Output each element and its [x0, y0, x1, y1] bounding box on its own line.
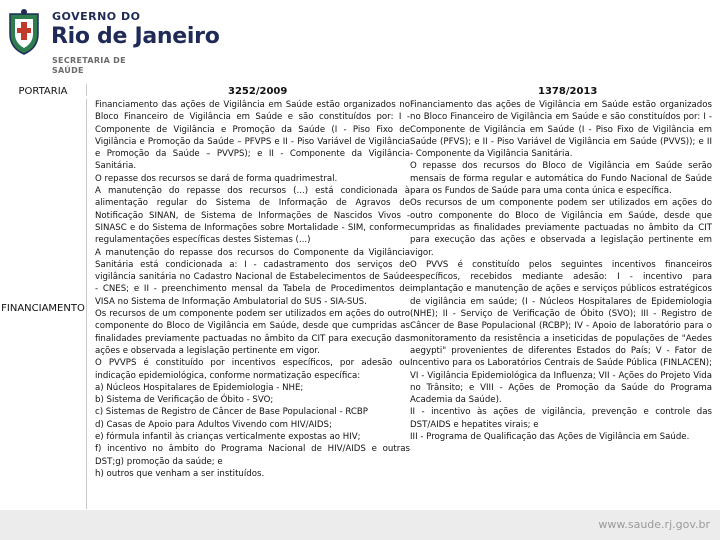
label-portaria: PORTARIA [18, 86, 68, 97]
column-title-2013: 1378/2013 [538, 86, 598, 97]
paragraph: Os recursos de um componente podem ser utilizados em ações do outro componente do Bloco de Vigilância em Saúde, desde que cumpridas as finalidades previamente pactuadas no âmbito da CIT para execução das ações e observada a legislação pertinente em vigor. [410, 198, 712, 258]
list-item: h) outros que venham a ser instituídos. [95, 468, 265, 479]
list-item: b) Sistema de Verificação de Óbito - SVO; [95, 395, 274, 406]
brand-secretaria-line1: SECRETARIA DE [52, 56, 126, 65]
column-2009-text [95, 99, 410, 523]
column-2013-text [410, 99, 712, 509]
paragraph: Financiamento das ações de Vigilância em Saúde estão organizados no Bloco Financeiro de Vigilância em Saúde e são constituídos por: I - Componente de Vigilância e Promoção da Saúde (I - Piso Fixo de Vigilância e Promoção da Saúde – PFVPS e II - Piso Variável de Vigilância e Promoção da Saúde – PVVPS); e II - Componente da Vigilância Sanitária. [95, 100, 410, 172]
label-financiamento: FINANCIAMENTO [1, 303, 85, 314]
paragraph: II - incentivo às ações de vigilância, prevenção e controle das DST/AIDS e hepatites virais; e [410, 407, 712, 430]
paragraph: O PVVPS é constituído por incentivos específicos, por adesão ou indicação epidemiológica, conforme normatização específica: [95, 358, 410, 381]
paragraph: A manutenção do repasse dos recursos (...) está condicionada à alimentação regular do Sistema de Informação de Agravos de Notificação SINAN, de Sistema de Informações de Nascidos Vivos - SINASC e do Sistema de Informações sobre Mortalidade - SIM, conforme regulamentações específicas destes Sistemas (...) [95, 186, 410, 246]
paragraph: O PVVS é constituído pelos seguintes incentivos financeiros específicos, recebidos mediante adesão: I - incentivo para implantação e manutenção de ações e serviços públicos estratégicos de vigilância em saúde; (I - Núcleos Hospitalares de Epidemiologia (NHE); II - Serviço de Verificação de Óbito (SVO); III - Registro de Câncer de Base Populacional (RCBP); IV - Apoio de laboratório para o monitoramento da resistência a inseticidas de populações de "Aedes aegypti" provenientes de diferentes Estados do País; V - Fator de Incentivo para os Laboratórios Centrais de Saúde Pública (FINLACEN); VI - Vigilância Epidemiológica da Influenza; VII - Ações do Projeto Vida no Trânsito; e VIII - Ações de Promoção da Saúde do Programa Academia da Saúde). [410, 259, 712, 406]
footer-url: www.saude.rj.gov.br [598, 518, 710, 531]
brand-secretaria-line2: SAÚDE [52, 66, 84, 75]
list-item: a) Núcleos Hospitalares de Epidemiologia - NHE; [95, 382, 304, 393]
brand-governo-do: GOVERNO DO [52, 10, 141, 23]
divider-portaria [86, 84, 87, 96]
header [0, 0, 720, 84]
paragraph: O repasse dos recursos do Bloco de Vigilância em Saúde serão mensais de forma regular e automática do Fundo Nacional de Saúde para os Fundos de Saúde para uma conta única e específica. [410, 161, 712, 197]
list-item: e) fórmula infantil às crianças verticalmente expostas ao HIV; [95, 432, 361, 443]
paragraph: Financiamento das ações de Vigilância em Saúde estão organizados no Bloco Financeiro de Vigilância em Saúde e são constituídos por: I - Componente de Vigilância em Saúde (I - Piso Fixo de Vigilância em Saúde (PFVS); e II - Piso Variável de Vigilância em Saúde (PVVS)); e II - Componente da Vigilância Sanitária. [410, 100, 712, 160]
column-title-2009: 3252/2009 [228, 86, 288, 97]
brand-rio-de-janeiro: Rio de Janeiro [51, 24, 220, 49]
list-item: c) Sistemas de Registro de Câncer de Base Populacional - RCBP [95, 407, 368, 418]
coat-of-arms-icon [4, 8, 44, 56]
list-item: f) incentivo no âmbito do Programa Nacional de HIV/AIDS e outras DST;g) promoção da saúde; e [95, 444, 410, 467]
paragraph: A manutenção do repasse dos recursos do Componente da Vigilância Sanitária está condicionada a: I - cadastramento dos serviços de vigilância sanitária no Cadastro Nacional de Estabelecimentos de Saúde - CNES; e II - preenchimento mensal da Tabela de Procedimentos de VISA no Sistema de Informação Ambulatorial do SUS - SIA-SUS. [95, 247, 410, 307]
paragraph: III - Programa de Qualificação das Ações de Vigilância em Saúde. [410, 432, 690, 443]
brand-secretaria [52, 56, 126, 76]
paragraph: Os recursos de um componente podem ser utilizados em ações do outro componente do Bloco de Vigilância em Saúde, desde que cumpridas as finalidades previamente pactuadas no âmbito da CIT para execução das ações e observada a legislação pertinente em vigor. [95, 309, 410, 356]
paragraph: O repasse dos recursos se dará de forma quadrimestral. [95, 173, 338, 184]
divider-financiamento [86, 99, 87, 509]
list-item: d) Casas de Apoio para Adultos Vivendo com HIV/AIDS; [95, 419, 332, 430]
